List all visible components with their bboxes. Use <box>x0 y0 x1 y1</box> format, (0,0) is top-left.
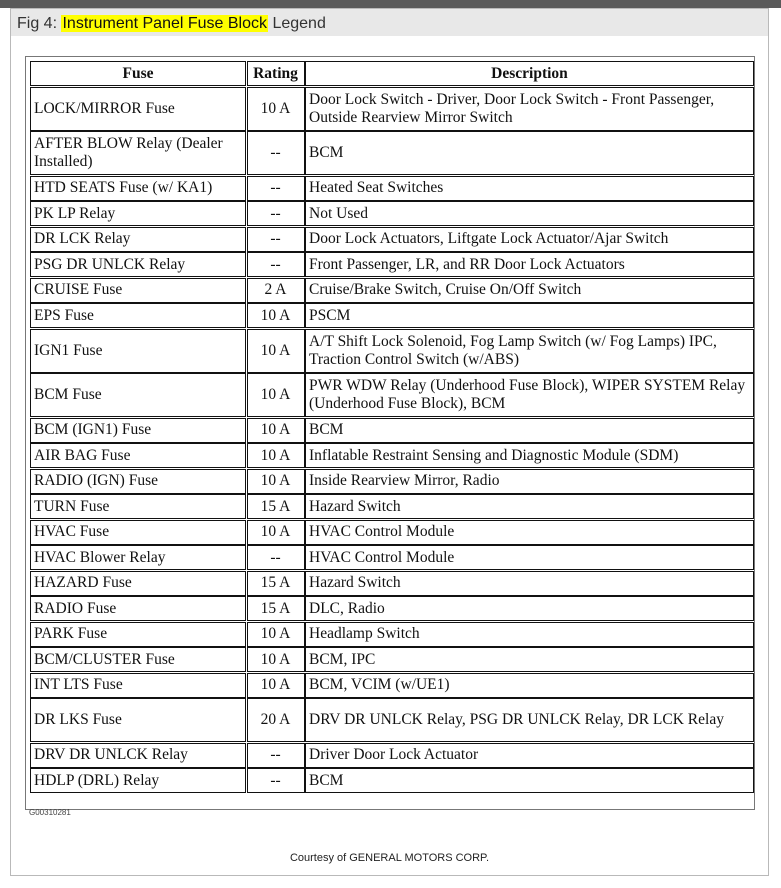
cell-rating: 10 A <box>247 647 305 672</box>
cell-description: PSCM <box>305 303 754 328</box>
cell-fuse: PSG DR UNLCK Relay <box>30 252 246 277</box>
cell-rating: 10 A <box>247 673 305 698</box>
cell-fuse: PARK Fuse <box>30 622 246 647</box>
cell-description: BCM, IPC <box>305 647 754 672</box>
cell-rating: 20 A <box>247 698 305 742</box>
cell-fuse: AFTER BLOW Relay (Dealer Installed) <box>30 131 246 175</box>
cell-fuse: AIR BAG Fuse <box>30 443 246 468</box>
cell-description: Driver Door Lock Actuator <box>305 743 754 768</box>
cell-rating: -- <box>247 545 305 570</box>
cell-rating: 10 A <box>247 329 305 373</box>
cell-fuse: HDLP (DRL) Relay <box>30 768 246 793</box>
cell-rating: 10 A <box>247 443 305 468</box>
cell-description: DRV DR UNLCK Relay, PSG DR UNLCK Relay, DR LCK Relay <box>305 698 754 742</box>
cell-rating: 10 A <box>247 469 305 494</box>
cell-rating: 10 A <box>247 418 305 443</box>
cell-fuse: CRUISE Fuse <box>30 278 246 303</box>
cell-fuse: DR LKS Fuse <box>30 698 246 742</box>
cell-fuse: TURN Fuse <box>30 494 246 519</box>
cell-rating: 10 A <box>247 87 305 131</box>
cell-description: Inflatable Restraint Sensing and Diagnostic Module (SDM) <box>305 443 754 468</box>
cell-description: BCM <box>305 768 754 793</box>
cell-fuse: BCM Fuse <box>30 373 246 417</box>
cell-description: Heated Seat Switches <box>305 176 754 201</box>
cell-description: BCM <box>305 131 754 175</box>
cell-description: BCM <box>305 418 754 443</box>
cell-description: HVAC Control Module <box>305 545 754 570</box>
cell-fuse: INT LTS Fuse <box>30 673 246 698</box>
cell-fuse: HAZARD Fuse <box>30 571 246 596</box>
caption-bar <box>11 9 768 36</box>
cell-fuse: RADIO (IGN) Fuse <box>30 469 246 494</box>
cell-rating: -- <box>247 201 305 226</box>
cell-description: DLC, Radio <box>305 596 754 621</box>
cell-rating: -- <box>247 743 305 768</box>
cell-rating: 10 A <box>247 303 305 328</box>
caption-suffix: Legend <box>268 15 326 32</box>
figure-caption <box>17 15 326 33</box>
cell-rating: 10 A <box>247 373 305 417</box>
cell-fuse: RADIO Fuse <box>30 596 246 621</box>
cell-rating: -- <box>247 227 305 252</box>
cell-description: PWR WDW Relay (Underhood Fuse Block), WIPER SYSTEM Relay (Underhood Fuse Block), BCM <box>305 373 754 417</box>
fuse-legend-diagram <box>25 56 755 810</box>
cell-description: Inside Rearview Mirror, Radio <box>305 469 754 494</box>
courtesy-line: Courtesy of GENERAL MOTORS CORP. <box>289 852 490 864</box>
cell-rating: -- <box>247 768 305 793</box>
cell-rating: 15 A <box>247 571 305 596</box>
cell-description: A/T Shift Lock Solenoid, Fog Lamp Switch (w/ Fog Lamps) IPC, Traction Control Switch (w/ABS) <box>305 329 754 373</box>
cell-rating: 10 A <box>247 520 305 545</box>
cell-rating: 15 A <box>247 596 305 621</box>
cell-rating: 15 A <box>247 494 305 519</box>
cell-fuse: DRV DR UNLCK Relay <box>30 743 246 768</box>
top-bar <box>0 0 781 8</box>
cell-fuse: LOCK/MIRROR Fuse <box>30 87 246 131</box>
figure-id: G00310281 <box>29 808 71 817</box>
cell-description: Door Lock Actuators, Liftgate Lock Actuator/Ajar Switch <box>305 227 754 252</box>
cell-rating: 2 A <box>247 278 305 303</box>
cell-description: Cruise/Brake Switch, Cruise On/Off Switch <box>305 278 754 303</box>
cell-fuse: IGN1 Fuse <box>30 329 246 373</box>
cell-description: Hazard Switch <box>305 494 754 519</box>
cell-rating: -- <box>247 176 305 201</box>
cell-description: HVAC Control Module <box>305 520 754 545</box>
header-description: Description <box>305 61 754 86</box>
cell-description: Door Lock Switch - Driver, Door Lock Switch - Front Passenger, Outside Rearview Mirror Switch <box>305 87 754 131</box>
cell-description: BCM, VCIM (w/UE1) <box>305 673 754 698</box>
cell-rating: 10 A <box>247 622 305 647</box>
caption-prefix: Fig 4: <box>17 15 62 32</box>
figure-frame <box>10 8 769 876</box>
cell-fuse: HTD SEATS Fuse (w/ KA1) <box>30 176 246 201</box>
fuse-table <box>30 61 754 793</box>
cell-fuse: DR LCK Relay <box>30 227 246 252</box>
cell-fuse: BCM (IGN1) Fuse <box>30 418 246 443</box>
header-rating: Rating <box>247 61 305 86</box>
header-fuse: Fuse <box>30 61 246 86</box>
cell-fuse: BCM/CLUSTER Fuse <box>30 647 246 672</box>
cell-rating: -- <box>247 131 305 175</box>
cell-rating: -- <box>247 252 305 277</box>
cell-description: Front Passenger, LR, and RR Door Lock Actuators <box>305 252 754 277</box>
caption-highlight: Instrument Panel Fuse Block <box>62 15 268 32</box>
cell-description: Not Used <box>305 201 754 226</box>
cell-fuse: HVAC Fuse <box>30 520 246 545</box>
cell-description: Hazard Switch <box>305 571 754 596</box>
cell-fuse: PK LP Relay <box>30 201 246 226</box>
cell-fuse: EPS Fuse <box>30 303 246 328</box>
cell-fuse: HVAC Blower Relay <box>30 545 246 570</box>
cell-description: Headlamp Switch <box>305 622 754 647</box>
